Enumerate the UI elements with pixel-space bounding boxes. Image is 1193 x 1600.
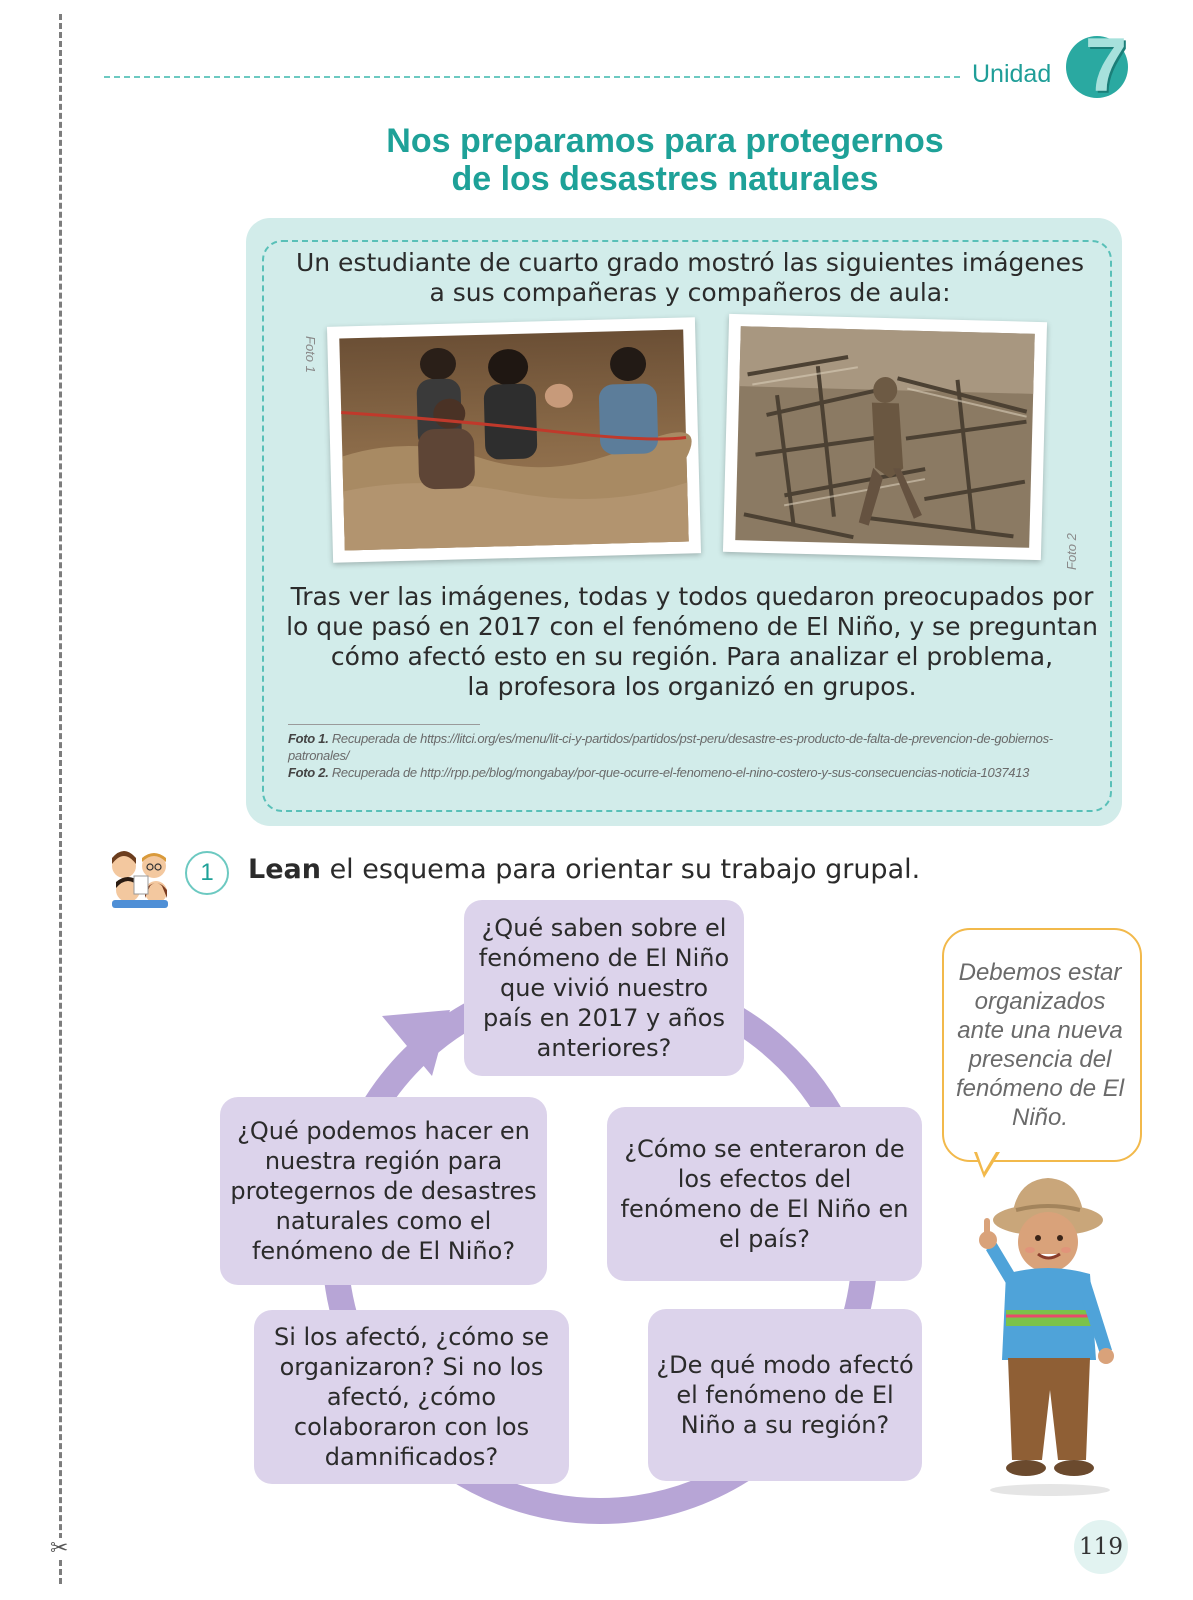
question-box-1: ¿Qué saben sobre el fenómeno de El Niño que vivió nuestro país en 2017 y años anteriores? (464, 900, 744, 1076)
source-2-text: Recuperada de http://rpp.pe/blog/mongabay/por-que-ocurre-el-fenomeno-el-nino-costero-y-sus-consecuencias-noticia-1037413 (331, 765, 1030, 780)
title-line-2: de los desastres naturales (451, 160, 879, 198)
followup-line-2: lo que pasó en 2017 con el fenómeno de El Niño, y se preguntan (286, 612, 1098, 641)
page-number: 119 (1074, 1520, 1128, 1574)
activity-text: el esquema para orientar su trabajo grupal. (329, 854, 921, 885)
scissors-icon: ✂ (50, 1536, 69, 1561)
intro-line-1: Un estudiante de cuarto grado mostró las siguientes imágenes (295, 248, 1085, 277)
question-box-3: ¿De qué modo afectó el fenómeno de El Niño a su región? (648, 1309, 922, 1481)
followup-line-1: Tras ver las imágenes, todas y todos quedaron preocupados por (290, 582, 1094, 611)
activity-number: 1 (185, 851, 229, 895)
speech-bubble-tail-fill (977, 1152, 996, 1172)
unit-label: Unidad (972, 60, 1052, 88)
followup-line-3: cómo afectó esto en su región. Para analizar el problema, (330, 642, 1054, 671)
followup-line-4: la profesora los organizó en grupos. (467, 672, 917, 701)
source-1-text: Recuperada de https://litci.org/es/menu/lit-ci-y-partidos/partidos/pst-peru/desastre-es-producto-de-falta-de-prevencion-de-gobiernos-patronales/ (288, 731, 1053, 763)
source-2-label: Foto 2. (288, 765, 329, 780)
activity-verb: Lean (248, 854, 321, 885)
photo-1-caption: Foto 1 (303, 336, 318, 373)
question-box-4: Si los afectó, ¿cómo se organizaron? Si no los afectó, ¿cómo colaboraron con los damnificados? (254, 1310, 569, 1484)
question-box-2: ¿Cómo se enteraron de los efectos del fenómeno de El Niño en el país? (607, 1107, 922, 1281)
boy-illustration (966, 1170, 1126, 1500)
intro-line-2: a sus compañeras y compañeros de aula: (429, 278, 951, 307)
unit-number: 7 (1084, 23, 1128, 108)
source-1-label: Foto 1. (288, 731, 329, 746)
question-box-5: ¿Qué podemos hacer en nuestra región para protegernos de desastres naturales como el fenómeno de El Niño? (220, 1097, 547, 1285)
speech-text: Debemos estar organizados ante una nueva presencia del fenómeno de El Niño. (955, 959, 1125, 1131)
photo-2-caption: Foto 2 (1064, 533, 1079, 570)
title-line-1: Nos preparamos para protegernos (386, 122, 944, 160)
